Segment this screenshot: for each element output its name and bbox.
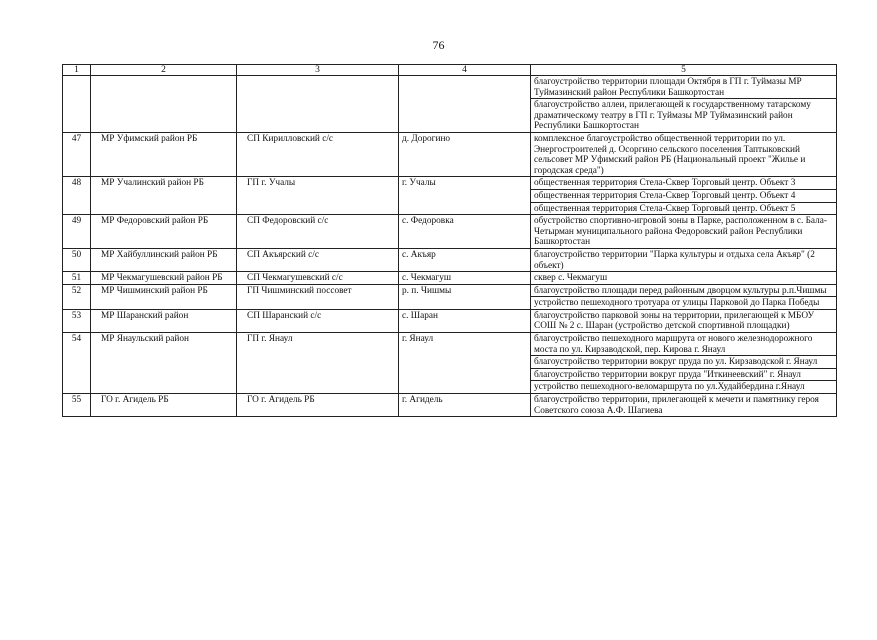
locality-cell: с. Шаран bbox=[399, 309, 531, 332]
locality-cell: с. Акъяр bbox=[399, 248, 531, 271]
district-cell: МР Шаранский район bbox=[91, 309, 237, 332]
settlement-cell: ГП Чишминский поссовет bbox=[237, 284, 399, 309]
page-number: 76 bbox=[432, 38, 445, 52]
row-number: 47 bbox=[63, 132, 91, 176]
row-number: 48 bbox=[63, 177, 91, 215]
row-number: 53 bbox=[63, 309, 91, 332]
row-number bbox=[63, 76, 91, 133]
row-number: 52 bbox=[63, 284, 91, 309]
settlement-cell: ГО г. Агидель РБ bbox=[237, 394, 399, 417]
settlement-cell: СП Федоровский с/с bbox=[237, 215, 399, 249]
object-description-cell: благоустройство территории площади Октября в ГП г. Туймазы МР Туймазинский район Республики Башкортостан bbox=[531, 76, 837, 99]
locality-cell: д. Дорогино bbox=[399, 132, 531, 176]
object-description-cell: благоустройство пешеходного маршрута от нового железнодорожного моста по ул. Кирзаводской, пер. Кирова г. Янаул bbox=[531, 333, 837, 356]
table-row bbox=[63, 132, 837, 176]
object-description-cell: устройство пешеходного-веломаршрута по ул.Худайбердина г.Янаул bbox=[531, 381, 837, 394]
object-description-cell: благоустройство парковой зоны на территории, прилегающей к МБОУ СОШ № 2 с. Шаран (устройство детской спортивной площадки) bbox=[531, 309, 837, 332]
header-cell: 3 bbox=[237, 65, 399, 76]
district-cell: МР Чишминский район РБ bbox=[91, 284, 237, 309]
settlement-cell: ГП г. Янаул bbox=[237, 333, 399, 394]
object-description-cell: общественная территория Стела-Сквер Торговый центр. Объект 4 bbox=[531, 189, 837, 202]
object-description-cell: общественная территория Стела-Сквер Торговый центр. Объект 3 bbox=[531, 177, 837, 190]
locality-cell: г. Учалы bbox=[399, 177, 531, 215]
object-description-cell: благоустройство территории вокруг пруда "Иткинеевский" г. Янаул bbox=[531, 368, 837, 381]
district-cell: МР Федоровский район РБ bbox=[91, 215, 237, 249]
settlement-cell: СП Акъярский с/с bbox=[237, 248, 399, 271]
object-description-cell: комплексное благоустройство общественной территории по ул. Энергостроителей д. Осоргино сельского поселения Таптыковский сельсовет МР Уфимский район РБ (Национальный проект "Жилье и городская среда") bbox=[531, 132, 837, 176]
row-number: 50 bbox=[63, 248, 91, 271]
object-description-cell: благоустройство территории вокруг пруда по ул. Кирзаводской г. Янаул bbox=[531, 356, 837, 369]
header-cell: 1 bbox=[63, 65, 91, 76]
locality-cell: г. Агидель bbox=[399, 394, 531, 417]
row-number: 55 bbox=[63, 394, 91, 417]
header-cell: 2 bbox=[91, 65, 237, 76]
district-cell: ГО г. Агидель РБ bbox=[91, 394, 237, 417]
object-description-cell: благоустройство территории, прилегающей к мечети и памятнику героя Советского союза А.Ф. Шагиева bbox=[531, 394, 837, 417]
settlement-cell: СП Кирилловский с/с bbox=[237, 132, 399, 176]
district-cell: МР Хайбуллинский район РБ bbox=[91, 248, 237, 271]
district-cell: МР Чекмагушевский район РБ bbox=[91, 272, 237, 285]
district-cell: МР Уфимский район РБ bbox=[91, 132, 237, 176]
locality-cell: г. Янаул bbox=[399, 333, 531, 394]
locality-cell bbox=[399, 76, 531, 133]
table-row bbox=[63, 333, 837, 356]
table-header-row bbox=[63, 65, 837, 76]
header-cell: 4 bbox=[399, 65, 531, 76]
district-cell: МР Учалинский район РБ bbox=[91, 177, 237, 215]
table-row bbox=[63, 394, 837, 417]
table-row bbox=[63, 309, 837, 332]
object-description-cell: благоустройство территории "Парка культуры и отдыха села Акъяр" (2 объект) bbox=[531, 248, 837, 271]
table-row bbox=[63, 177, 837, 190]
object-description-cell: общественная территория Стела-Сквер Торговый центр. Объект 5 bbox=[531, 202, 837, 215]
object-description-cell: обустройство спортивно-игровой зоны в Парке, расположенном в с. Бала-Четырман муниципального района Федоровский район Республики Башкортостан bbox=[531, 215, 837, 249]
table-row bbox=[63, 248, 837, 271]
settlement-cell: ГП г. Учалы bbox=[237, 177, 399, 215]
settlement-cell bbox=[237, 76, 399, 133]
locality-cell: с. Чекмагуш bbox=[399, 272, 531, 285]
settlement-cell: СП Чекмагушевский с/с bbox=[237, 272, 399, 285]
locality-cell: с. Федоровка bbox=[399, 215, 531, 249]
table-row bbox=[63, 215, 837, 249]
settlement-cell: СП Шаранский с/с bbox=[237, 309, 399, 332]
object-table bbox=[62, 64, 837, 417]
table-row bbox=[63, 76, 837, 99]
object-description-cell: сквер с. Чекмагуш bbox=[531, 272, 837, 285]
row-number: 51 bbox=[63, 272, 91, 285]
row-number: 54 bbox=[63, 333, 91, 394]
locality-cell: р. п. Чишмы bbox=[399, 284, 531, 309]
header-cell: 5 bbox=[531, 65, 837, 76]
row-number: 49 bbox=[63, 215, 91, 249]
table-row bbox=[63, 284, 837, 297]
district-cell bbox=[91, 76, 237, 133]
table-row bbox=[63, 272, 837, 285]
district-cell: МР Янаульский район bbox=[91, 333, 237, 394]
object-description-cell: благоустройство аллеи, прилегающей к государственному татарскому драматическому театру в ГП г. Туймазы МР Туймазинский район Республики Башкортостан bbox=[531, 99, 837, 133]
object-description-cell: благоустройство площади перед районным дворцом культуры р.п.Чишмы bbox=[531, 284, 837, 297]
object-description-cell: устройство пешеходного тротуара от улицы Парковой до Парка Победы bbox=[531, 297, 837, 310]
